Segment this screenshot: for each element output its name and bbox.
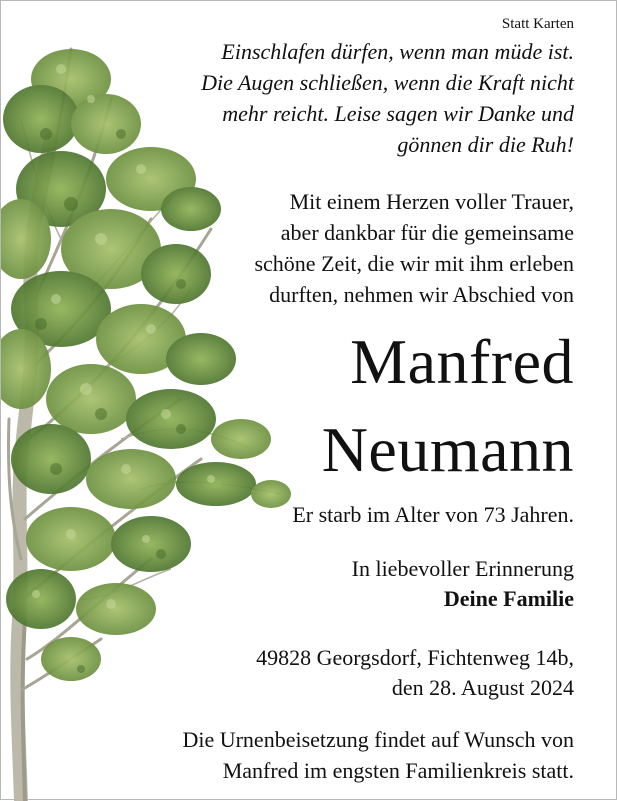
poem-line: Die Augen schließen, wenn die Kraft nicht [201, 70, 574, 95]
date-line: den 28. August 2024 [391, 675, 574, 700]
intro-line: aber dankbar für die gemeinsame [280, 220, 574, 245]
intro-line: schöne Zeit, die wir mit ihm erleben [254, 251, 574, 276]
burial-note [114, 724, 574, 786]
obituary-text [114, 15, 574, 786]
deceased-name [114, 318, 574, 494]
poem-line: gönnen dir die Ruh! [397, 132, 574, 157]
first-name: Manfred [350, 326, 574, 397]
burial-note-line: Die Urnenbeisetzung findet auf Wunsch von [182, 727, 574, 752]
last-name: Neumann [321, 414, 574, 485]
poem-line: Einschlafen dürfen, wenn man müde ist. [221, 39, 574, 64]
intro-line: Mit einem Herzen voller Trauer, [289, 189, 574, 214]
statt-karten-label: Statt Karten [501, 16, 574, 32]
burial-note-line: Manfred im engsten Familienkreis statt. [222, 758, 574, 783]
age-text: Er starb im Alter von 73 Jahren. [292, 502, 574, 527]
poem-line: mehr reicht. Leise sagen wir Danke und [222, 101, 574, 126]
intro-line: durften, nehmen wir Abschied von [269, 282, 574, 307]
address-line: 49828 Georgsdorf, Fichtenweg 14b, [256, 645, 574, 670]
memory-line: In liebevoller Erinnerung [351, 556, 574, 581]
poem [114, 36, 574, 160]
intro-text [114, 186, 574, 310]
family-signature: Deine Familie [443, 586, 574, 611]
